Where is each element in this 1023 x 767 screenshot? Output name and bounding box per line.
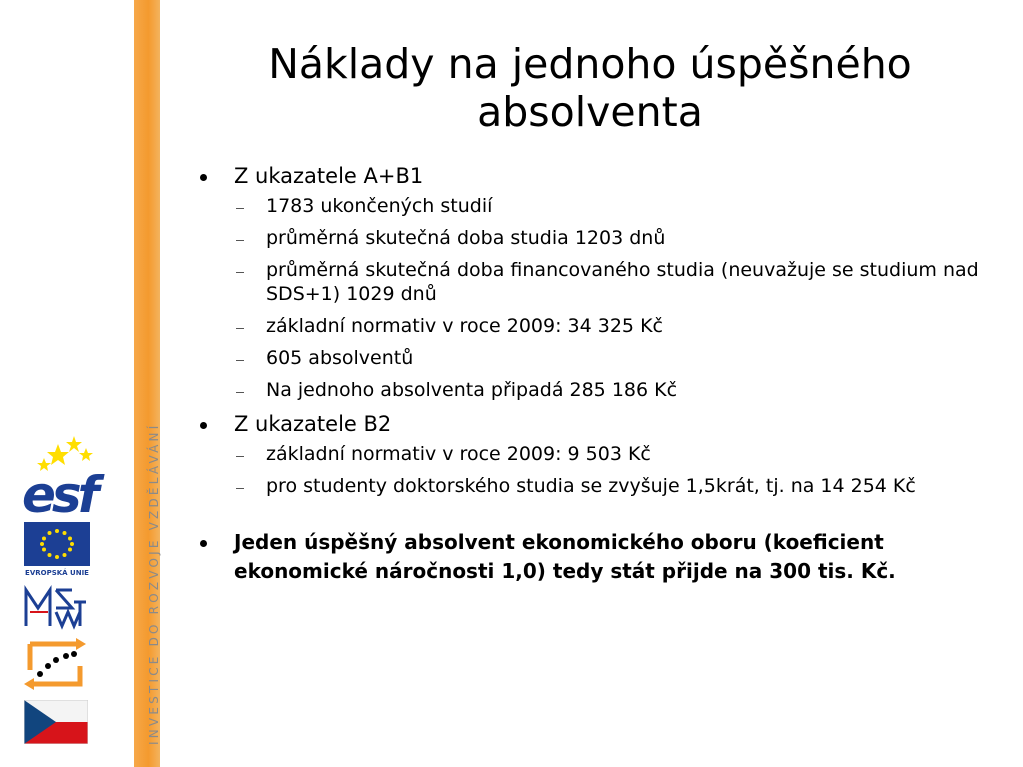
eu-flag-logo: [24, 522, 90, 578]
sub-item-text: 605 absolventů: [266, 347, 414, 369]
sub-list-item: [198, 346, 988, 370]
bullet-icon: [200, 174, 207, 181]
star-icon: [47, 444, 69, 465]
sub-list-item: [198, 226, 988, 250]
eu-caption: EVROPSKÁ UNIE: [25, 569, 89, 577]
list-item: [198, 162, 988, 190]
dash-bullet-icon: [236, 240, 244, 241]
title-line-2: absolventa: [477, 88, 703, 136]
sub-item-text: Na jednoho absolventa připadá 285 186 Kč: [266, 379, 678, 401]
section-heading: Z ukazatele A+B1: [234, 164, 424, 188]
star-icon: [79, 448, 93, 461]
sub-list-item: [198, 194, 988, 218]
msmt-logo: [22, 582, 88, 630]
sub-item-text: 1783 ukončených studií: [266, 195, 493, 217]
sub-list-item: [198, 258, 988, 306]
sub-item-text: průměrná skutečná doba financovaného studia (neuvažuje se studium nad SDS+1) 1029 dnů: [266, 259, 979, 305]
logo-strip: [0, 0, 134, 767]
bullet-icon: [200, 422, 207, 429]
sub-item-text: základní normativ v roce 2009: 9 503 Kč: [266, 443, 651, 465]
sub-list-item: [198, 442, 988, 466]
esf-wordmark: esf: [22, 466, 96, 516]
sub-list-item: [198, 378, 988, 402]
dash-bullet-icon: [236, 360, 244, 361]
dash-bullet-icon: [236, 456, 244, 457]
page-title: [190, 40, 990, 136]
bullet-icon: [200, 540, 207, 547]
sub-list-item: [198, 474, 988, 498]
list-item: [198, 410, 988, 438]
czech-flag-logo: [24, 700, 88, 744]
title-line-1: Náklady na jednoho úspěšného: [268, 40, 912, 88]
star-icon: [66, 436, 82, 452]
list-item-conclusion: [198, 528, 988, 586]
sub-item-text: průměrná skutečná doba studia 1203 dnů: [266, 227, 666, 249]
slide-content: [198, 162, 988, 590]
conclusion-text: Jeden úspěšný absolvent ekonomického oboru (koeficient ekonomické náročnosti 1,0) tedy stát přijde na 300 tis. Kč.: [234, 530, 896, 583]
sub-item-text: základní normativ v roce 2009: 34 325 Kč: [266, 315, 663, 337]
dash-bullet-icon: [236, 488, 244, 489]
dash-bullet-icon: [236, 392, 244, 393]
dash-bullet-icon: [236, 208, 244, 209]
sub-item-text: pro studenty doktorského studia se zvyšuje 1,5krát, tj. na 14 254 Kč: [266, 475, 916, 497]
sub-list-item: [198, 314, 988, 338]
op-arrows-logo: [22, 636, 88, 692]
esf-logo: [22, 436, 112, 516]
dash-bullet-icon: [236, 272, 244, 273]
vertical-slogan: INVESTICE DO ROZVOJE VZDĚLÁVÁNÍ: [147, 422, 161, 745]
section-heading: Z ukazatele B2: [234, 412, 392, 436]
dash-bullet-icon: [236, 328, 244, 329]
